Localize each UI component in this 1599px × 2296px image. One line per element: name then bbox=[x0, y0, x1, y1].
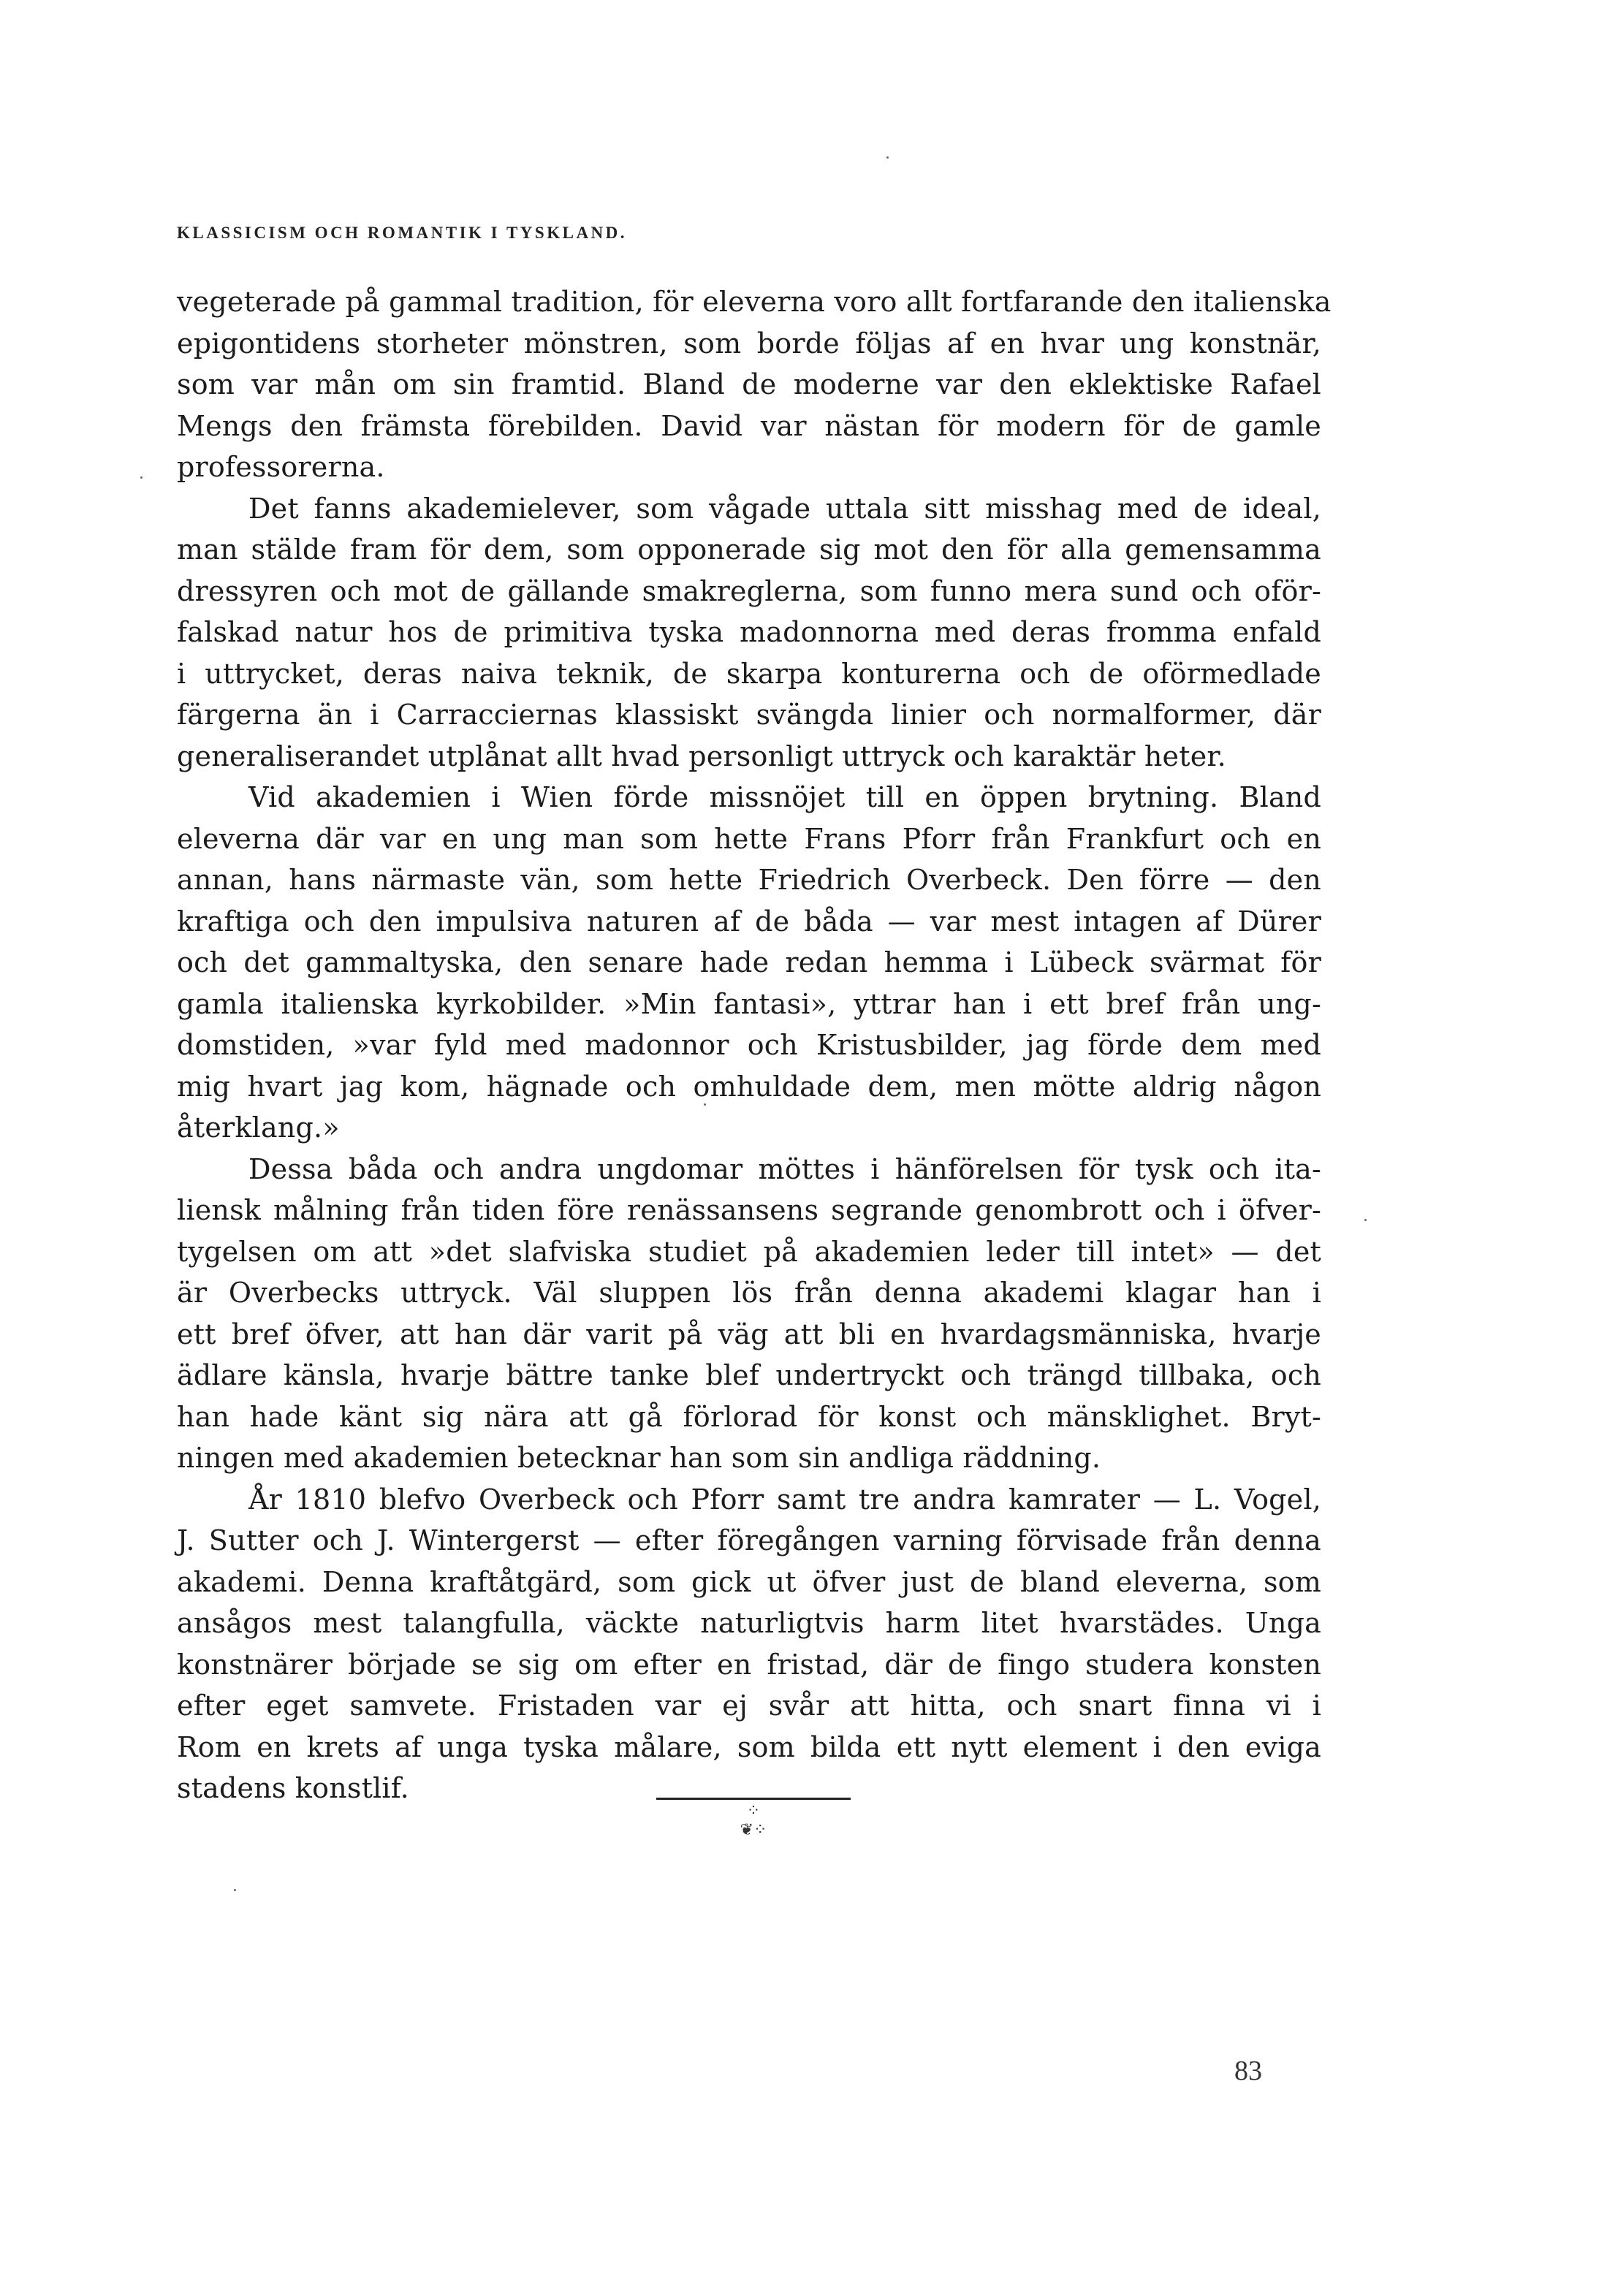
text-line: domstiden, »var fyld med madonnor och Kristusbilder, jag förde dem med bbox=[177, 1029, 1321, 1061]
text-line: konstnärer började se sig om efter en fristad, där de fingo studera konsten bbox=[177, 1648, 1321, 1681]
text-line: epigontidens storheter mönstren, som borde följas af en hvar ung konstnär, bbox=[177, 327, 1321, 360]
text-line: annan, hans närmaste vän, som hette Friedrich Overbeck. Den förre — den bbox=[177, 864, 1321, 896]
text-line: efter eget samvete. Fristaden var ej svår att hitta, och snart finna vi i bbox=[177, 1689, 1321, 1722]
text-line: som var mån om sin framtid. Bland de moderne var den eklektiske Rafael bbox=[177, 368, 1321, 400]
text-line: kraftiga och den impulsiva naturen af de båda — var mest intagen af Dürer bbox=[177, 905, 1321, 938]
paper-speck bbox=[1364, 1219, 1367, 1221]
text-line: tygelsen om att »det slafviska studiet på akademien leder till intet» — det bbox=[177, 1235, 1321, 1268]
text-line: falskad natur hos de primitiva tyska madonnorna med deras fromma enfald bbox=[177, 616, 1321, 648]
text-line: Dessa båda och andra ungdomar möttes i hänförelsen för tysk och ita- bbox=[248, 1152, 1321, 1185]
text-line: ningen med akademien betecknar han som sin andliga räddning. bbox=[177, 1442, 1101, 1474]
text-line: År 1810 blefvo Overbeck och Pforr samt tre andra kamrater — L. Vogel, bbox=[248, 1483, 1321, 1516]
text-line: J. Sutter och J. Wintergerst — efter föregången varning förvisade från denna bbox=[177, 1524, 1321, 1556]
text-line: återklang.» bbox=[177, 1111, 340, 1144]
text-line: och det gammaltyska, den senare hade redan hemma i Lübeck svärmat för bbox=[177, 946, 1321, 978]
text-line: dressyren och mot de gällande smakreglerna, som funno mera sund och oför- bbox=[177, 574, 1321, 607]
text-line: eleverna där var en ung man som hette Frans Pforr från Frankfurt och en bbox=[177, 822, 1321, 855]
text-line: liensk målning från tiden före renässansens segrande genombrott och i öfver- bbox=[177, 1194, 1321, 1226]
text-line: stadens konstlif. bbox=[177, 1772, 409, 1804]
paper-speck bbox=[704, 1103, 706, 1106]
text-line: han hade känt sig nära att gå förlorad för konst och mänsklighet. Bryt- bbox=[177, 1400, 1321, 1433]
body-text bbox=[177, 281, 1332, 1809]
text-line: akademi. Denna kraftåtgärd, som gick ut öfver just de bland eleverna, som bbox=[177, 1565, 1321, 1598]
text-line: ädlare känsla, hvarje bättre tanke blef undertryckt och trängd tillbaka, och bbox=[177, 1359, 1321, 1391]
text-line: professorerna. bbox=[177, 451, 385, 483]
text-line: man stälde fram för dem, som opponerade sig mot den för alla gemensamma bbox=[177, 533, 1321, 566]
paper-speck bbox=[140, 476, 143, 479]
text-line: mig hvart jag kom, hägnade och omhuldade dem, men mötte aldrig någon bbox=[177, 1070, 1321, 1103]
section-ornament bbox=[656, 1798, 851, 1839]
text-line: Det fanns akademielever, som vågade uttala sitt misshag med de ideal, bbox=[248, 492, 1321, 525]
running-head: KLASSICISM OCH ROMANTIK I TYSKLAND. bbox=[177, 224, 628, 242]
text-line: vegeterade på gammal tradition, för eleverna voro allt fortfarande den italienska bbox=[177, 286, 1332, 318]
page-number: 83 bbox=[1234, 2056, 1262, 2086]
text-line: färgerna än i Carracciernas klassiskt svängda linier och normalformer, där bbox=[177, 699, 1321, 731]
text-line: Mengs den främsta förebilden. David var nästan för modern för de gamle bbox=[177, 409, 1321, 442]
text-line: ansågos mest talangfulla, väckte naturligtvis harm litet hvarstädes. Unga bbox=[177, 1607, 1321, 1639]
paper-speck bbox=[886, 156, 889, 159]
paper-speck bbox=[234, 1889, 236, 1891]
text-line: generaliserandet utplånat allt hvad personligt uttryck och karaktär heter. bbox=[177, 740, 1226, 772]
ornament-rule bbox=[656, 1798, 851, 1800]
text-line: gamla italienska kyrkobilder. »Min fantasi», yttrar han i ett bref från ung- bbox=[177, 987, 1321, 1020]
text-line: ett bref öfver, att han där varit på väg att bli en hvardagsmänniska, hvarje bbox=[177, 1318, 1321, 1350]
text-line: Rom en krets af unga tyska målare, som bilda ett nytt element i den eviga bbox=[177, 1730, 1321, 1763]
fleuron-icon: ⁘❦⁘ bbox=[740, 1802, 767, 1839]
text-line: Vid akademien i Wien förde missnöjet till en öppen brytning. Bland bbox=[248, 781, 1321, 813]
text-line: är Overbecks uttryck. Väl sluppen lös från denna akademi klagar han i bbox=[177, 1277, 1321, 1309]
text-line: i uttrycket, deras naiva teknik, de skarpa konturerna och de oförmedlade bbox=[177, 657, 1321, 690]
